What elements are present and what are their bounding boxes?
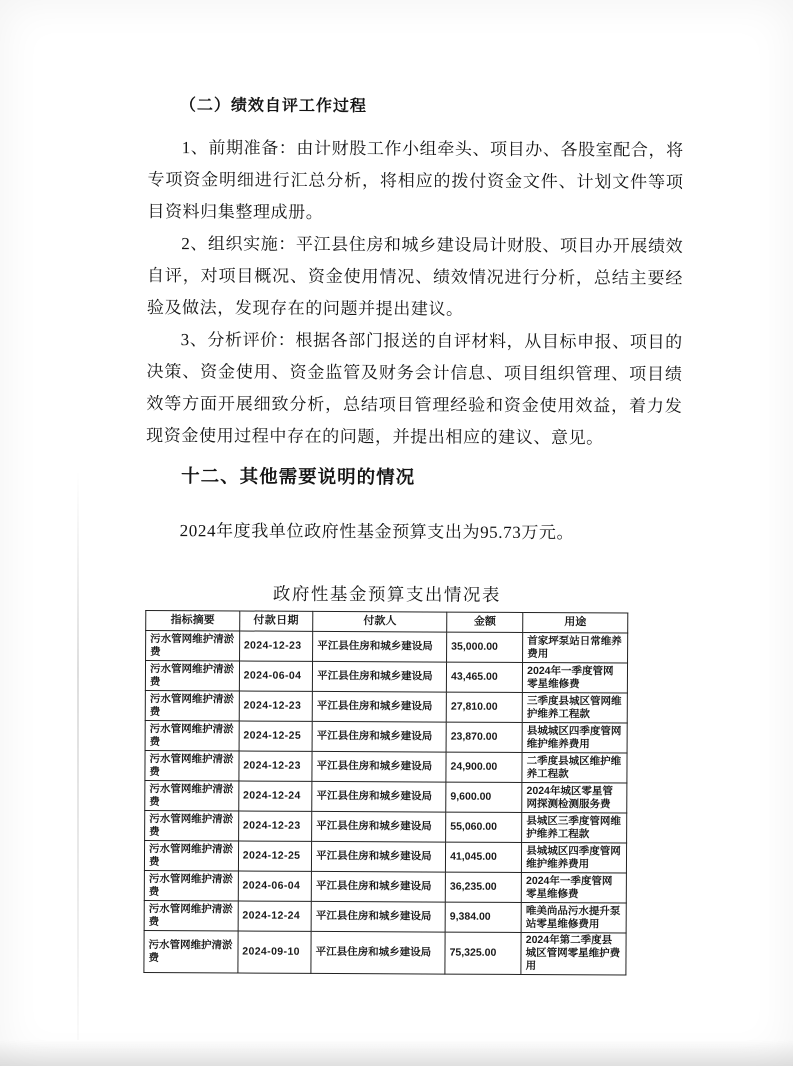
cell-date: 2024-12-24: [238, 901, 312, 931]
cell-indicator: 污水管网维护清淤费: [145, 720, 239, 750]
cell-payer: 平江县住房和城乡建设局: [311, 871, 445, 902]
header-payer: 付款人: [313, 611, 447, 632]
fund-table-body: [144, 630, 628, 975]
table-title: 政府性基金预算支出情况表: [272, 583, 501, 605]
header-amount: 金额: [447, 612, 523, 632]
paragraph-analysis: 3、分析评价：根据各部门报送的自评材料，从目标申报、项目的决策、资金使用、资金监管及财务会计信息、项目组织管理、项目绩效等方面开展细致分析，总结项目管理经验和资金使用效益，着力发现资金使用过程中存在的问题，并提出相应的建议、意见。: [146, 330, 683, 448]
fund-expenditure-table: [143, 610, 628, 976]
summary-paragraph: 2024年度我单位政府性基金预算支出为95.73万元。: [179, 521, 575, 543]
cell-purpose: 县城区三季度管网维护维养工程款: [522, 812, 627, 843]
cell-amount: 43,465.00: [446, 662, 522, 692]
table-row: [144, 840, 626, 873]
cell-indicator: 污水管网维护清淤费: [145, 780, 239, 810]
table-row: [145, 690, 627, 723]
cell-payer: 平江县住房和城乡建设局: [312, 751, 446, 782]
cell-amount: 36,235.00: [445, 872, 521, 902]
table-row: [145, 780, 627, 813]
cell-purpose: 三季度县城区管网维护维养工程款: [522, 692, 627, 723]
fund-table-header: [146, 610, 628, 633]
cell-amount: 55,060.00: [446, 812, 522, 842]
cell-amount: 41,045.00: [446, 842, 522, 872]
cell-indicator: 污水管网维护清淤费: [144, 870, 238, 900]
cell-date: 2024-12-23: [239, 631, 313, 661]
cell-amount: 9,384.00: [445, 902, 521, 932]
scan-artifact-shadow: [0, 1040, 793, 1066]
cell-payer: 平江县住房和城乡建设局: [312, 841, 446, 872]
cell-payer: 平江县住房和城乡建设局: [313, 661, 447, 692]
cell-purpose: 2024年第二季度县城区管网零星维护费用: [521, 932, 626, 975]
cell-purpose: 2024年一季度管网零星维修费: [523, 662, 628, 693]
cell-payer: 平江县住房和城乡建设局: [312, 691, 446, 722]
table-row: [145, 720, 627, 753]
cell-amount: 27,810.00: [446, 692, 522, 722]
header-row: [146, 610, 628, 633]
cell-indicator: 污水管网维护清淤费: [145, 810, 239, 840]
cell-amount: 75,325.00: [445, 932, 521, 974]
cell-purpose: 2024年城区零星管网探测检测服务费: [522, 782, 627, 813]
cell-purpose: 二季度县城区维护维养工程款: [522, 752, 627, 783]
scan-artifact-line: [77, 470, 79, 1040]
cell-indicator: 污水管网维护清淤费: [146, 630, 240, 660]
cell-payer: 平江县住房和城乡建设局: [311, 931, 445, 974]
cell-indicator: 污水管网维护清淤费: [144, 900, 238, 930]
document-content: [143, 94, 684, 976]
cell-purpose: 唯美尚品污水提升泵站零星维修费用: [521, 902, 626, 933]
cell-date: 2024-12-23: [239, 751, 313, 781]
header-payment-date: 付款日期: [239, 611, 313, 631]
cell-indicator: 污水管网维护清淤费: [145, 750, 239, 780]
section-12-heading: 十二、其他需要说明的情况: [181, 467, 416, 489]
cell-date: 2024-12-23: [238, 811, 312, 841]
cell-payer: 平江县住房和城乡建设局: [312, 721, 446, 752]
cell-payer: 平江县住房和城乡建设局: [311, 901, 445, 932]
cell-date: 2024-12-25: [238, 841, 312, 871]
cell-purpose: 2024年一季度管网零星维修费: [521, 872, 626, 903]
table-row: [144, 900, 626, 933]
table-row: [144, 870, 626, 903]
table-row: [144, 930, 626, 975]
cell-date: 2024-09-10: [238, 931, 312, 973]
cell-amount: 9,600.00: [446, 782, 522, 812]
paragraph-implementation: 2、组织实施：平江县住房和城乡建设局计财股、项目办开展绩效自评，对项目概况、资金使用情况、绩效情况进行分析，总结主要经验及做法，发现存在的问题并提出建议。: [146, 234, 684, 319]
cell-purpose: 县城城区四季度管网维护维养费用: [522, 842, 627, 873]
header-purpose: 用途: [523, 612, 628, 633]
cell-payer: 平江县住房和城乡建设局: [312, 811, 446, 842]
section-heading: （二）绩效自评工作过程: [179, 97, 367, 116]
cell-date: 2024-12-24: [238, 781, 312, 811]
paragraph-preparation: 1、前期准备：由计财股工作小组牵头、项目办、各股室配合，将专项资金明细进行汇总分析，将相应的拨付资金文件、计划文件等项目资料归集整理成册。: [147, 138, 684, 222]
cell-indicator: 污水管网维护清淤费: [144, 930, 238, 972]
table-row: [145, 750, 627, 783]
cell-payer: 平江县住房和城乡建设局: [312, 781, 446, 812]
table-row: [145, 660, 627, 693]
cell-date: 2024-12-23: [239, 691, 313, 721]
cell-purpose: 首家坪泵站日常维养费用: [523, 632, 628, 663]
cell-date: 2024-06-04: [238, 871, 312, 901]
cell-indicator: 污水管网维护清淤费: [145, 690, 239, 720]
table-row: [145, 810, 627, 843]
cell-amount: 35,000.00: [447, 632, 523, 662]
cell-amount: 23,870.00: [446, 722, 522, 752]
cell-date: 2024-06-04: [239, 661, 313, 691]
table-row: [146, 630, 628, 663]
cell-payer: 平江县住房和城乡建设局: [313, 631, 447, 662]
cell-indicator: 污水管网维护清淤费: [145, 660, 239, 690]
cell-amount: 24,900.00: [446, 752, 522, 782]
cell-date: 2024-12-25: [239, 721, 313, 751]
cell-indicator: 污水管网维护清淤费: [144, 840, 238, 870]
header-indicator: 指标摘要: [146, 610, 240, 630]
cell-purpose: 县城城区四季度管网维护维养费用: [522, 722, 627, 753]
